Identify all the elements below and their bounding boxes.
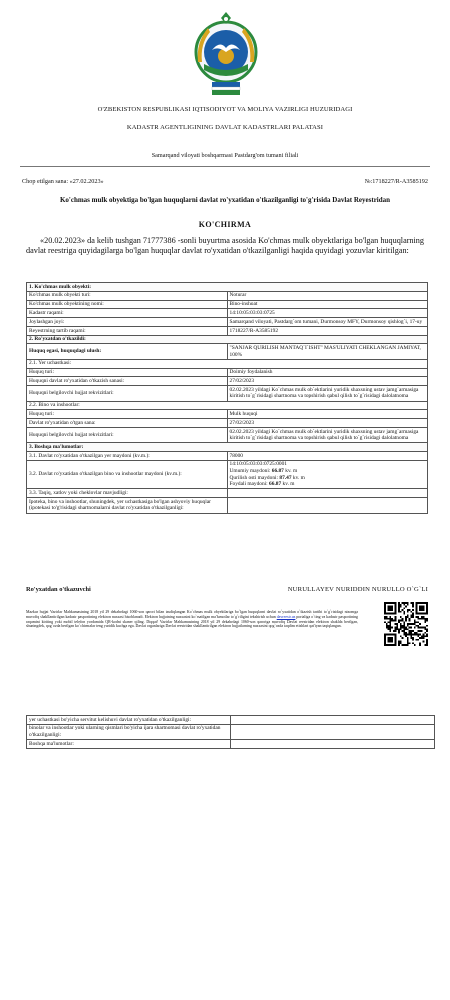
table-row: Huquqni belgilovchi hujjat rekvizitlari: 02.02.2023 yildagi Ko`chmas mulk ob`ektlarini yuridik shaxsning ustav jamg`armasiga kiritish to`g`risidagi shartnoma va topshirish qabul qilish to`g`risidagi dalolatnoma xyxy=(27,386,428,401)
table-row: Kadastr raqami: 14:10:05:03:03:0725 xyxy=(27,309,428,318)
table-row: Huquq turi: Mulk huquqi xyxy=(27,410,428,419)
additional-info-table xyxy=(26,715,435,749)
table-row: Ko'chmas mulk obyekti turi: Noturar xyxy=(27,291,428,300)
total-area-line: Umumiy maydoni: 66.87 kv. m xyxy=(229,468,298,475)
ministry-name: O'ZBEKISTON RESPUBLIKASI IQTISODIYOT VA MOLIYA VAZIRLIGI HUZURIDAGI xyxy=(97,106,353,113)
table-row: 3.1. Davlat ro'yxatidan o'tkazilgan yer maydoni (kv.m.): 78000 xyxy=(27,452,428,461)
registrar-label: Ro'yxatdan o'tkazuvchi xyxy=(26,586,91,593)
table-subsection-row: 2.1. Yer uchastkasi: xyxy=(27,359,428,368)
useful-area-line: Foydali maydoni: 66.87 kv. m xyxy=(229,481,295,488)
built-area-line: Qurilish osti maydoni: 87.47 kv. m xyxy=(229,474,305,481)
table-row: Huquq turi: Doimiy foydalanish xyxy=(27,368,428,377)
document-subtitle: KO'CHIRMA xyxy=(198,220,252,229)
table-row: 3.2. Davlat ro'yxatidan o'tkazilgan bino va inshootlar maydoni (kv.m.): 14:10:05:03:03:0725:0001 Umumiy maydoni: 66.87 kv. m Qurilish osti maydoni: 87.47 kv. m Foydali maydoni: 66.87 kv. m xyxy=(27,460,428,489)
qr-code-icon xyxy=(384,602,428,646)
table-subsection-row: 2.2. Bino va inshootlar: xyxy=(27,401,428,410)
table-section-row: 2. Ro'yxatdan o'tkazildi: xyxy=(27,335,428,344)
legal-note: Mazkur hujjat Vazirlar Mahkamasining 2018 yil 29 dekabrdagi 1060-son qarori bilan tasdiqlangan Ko`chmas mulk obyektlariga bo`lgan huquqlarni davlat ro`yxatidan o`tkazish tartibi to`g`risidagi nizomga muvofiq shakllantirilgan kadastr pasportining elektron nusxasi hisoblanadi. Elektron hujjatning nusxasini ko`rsatilgan ma'lumotlar to`g`riligini tekshirish uchun davreestr.uz portaliga o`ting va kadastr pasportining raqamini kiriting yoki mobil telefon yordamida QR-kodni skaner qiling. Diqqat! Vazirlar Mahkamasining 2018 yil 29 dekabrdagi 1060-son qaroriga muvofiq Davlat reestridan elektron shaklda berilgan, shuningdek, qog`ozda berilgan ko`chirmalar teng yuridik kuchga ega. Davlat organlariga Davlat reestridan shakllantirilgan elektron hujjatlarning nusxasini qog`ozda taqdim etishlari qat'iyan taqiqlangan. xyxy=(26,610,358,629)
branch-name: Samarqand viloyati boshqarmasi Pastdarg'om tumani filiali xyxy=(151,152,299,159)
table-row: Huquqni davlat ro'yxatidan o'tkazish sanasi: 27/02/2023 xyxy=(27,377,428,386)
table-row: Reyestrning tartib raqami: 1718227/R-A3585192 xyxy=(27,326,428,335)
document-title: Ko'chmas mulk obyektiga bo'lgan huquqlarni davlat ro'yxatidan o'tkazilganligi to'g'risida Davlat Reyestridan xyxy=(59,196,391,204)
table-row: 3.3. Taqiq, xatlov yoki cheklovlar mavjudligi: xyxy=(27,489,428,498)
registrar-name: NURULLAYEV NURIDDIN NURULLO O`G`LI xyxy=(287,586,428,593)
table-row: yer uchastkasi bo'yicha servitut kelishuvi davlat ro'yxatidan o'tkazilganligi: xyxy=(27,716,435,725)
print-date: Chop etilgan sana: «27.02.2023» xyxy=(22,178,104,185)
building-cadastre-number: 14:10:05:03:03:0725:0001 xyxy=(229,461,288,468)
table-section-row: 3. Boshqa ma'lumotlar: xyxy=(27,443,428,452)
document-number: №:1718227/R-A3585192 xyxy=(364,178,428,185)
registry-table xyxy=(26,282,428,514)
table-section-row: 1. Ko'chmas mulk obyekti: xyxy=(27,283,428,292)
divider xyxy=(20,166,430,167)
davreestr-link[interactable]: davreestr.uz xyxy=(276,614,296,619)
table-row: Ko'chmas mulk obyektining nomi: Bino-inshoat xyxy=(27,300,428,309)
table-row: Joylashgan joyi: Samarqand viloyati, Pastdarg`om tumani, Durmonsoy MFY, Durmonsoy qishlog`i, 17-uy xyxy=(27,318,428,327)
table-row: Davlat ro'yxatidan o'tgan sana: 27/02/2023 xyxy=(27,419,428,428)
intro-paragraph: «20.02.2023» da kelib tushgan 71777386 -sonli buyurtma asosida Ko'chmas mulk obyektlariga bo'lgan huquqlarning davlat reestriga quyidagilarga bo'lgan huquqlar davlat ro'yxatidan o'tkazilganligi haqida quyidagi yozuvlar kiritilgan: xyxy=(26,236,424,256)
table-row: Boshqa ma'lumotlar: xyxy=(27,740,435,749)
table-row: Ipoteka, bino va inshootlar, shuningdek, yer uchastkasiga bo'lgan ashyoviy huquqlar (ipotekasi to'g'risidagi shartnomalarni davlat ro'yxatidan o'tkazilganligi: xyxy=(27,498,428,513)
state-emblem-icon xyxy=(190,12,262,100)
agency-name: KADASTR AGENTLIGINING DAVLAT KADASTRLARI PALATASI xyxy=(126,124,324,131)
table-row: Huquq egasi, huquqdagi ulush: "SANJAR QURILISH MANTAQ`I`ISHT" MAS'ULIYATI CHEKLANGAN JAMIYAT, 100% xyxy=(27,344,428,359)
table-row: binolar va inshootlar yoki ularning qismlari bo'yicha ijara shartnomasi davlat ro'yxatidan o'tkazilganligi: xyxy=(27,724,435,739)
table-row: Huquqni belgilovchi hujjat rekvizitlari: 02.02.2023 yildagi Ko`chmas mulk ob`ektlarini yuridik shaxsning ustav jamg`armasiga kiritish to`g`risidagi shartnoma va topshirish qabul qilish to`g`risidagi dalolatnoma xyxy=(27,427,428,442)
